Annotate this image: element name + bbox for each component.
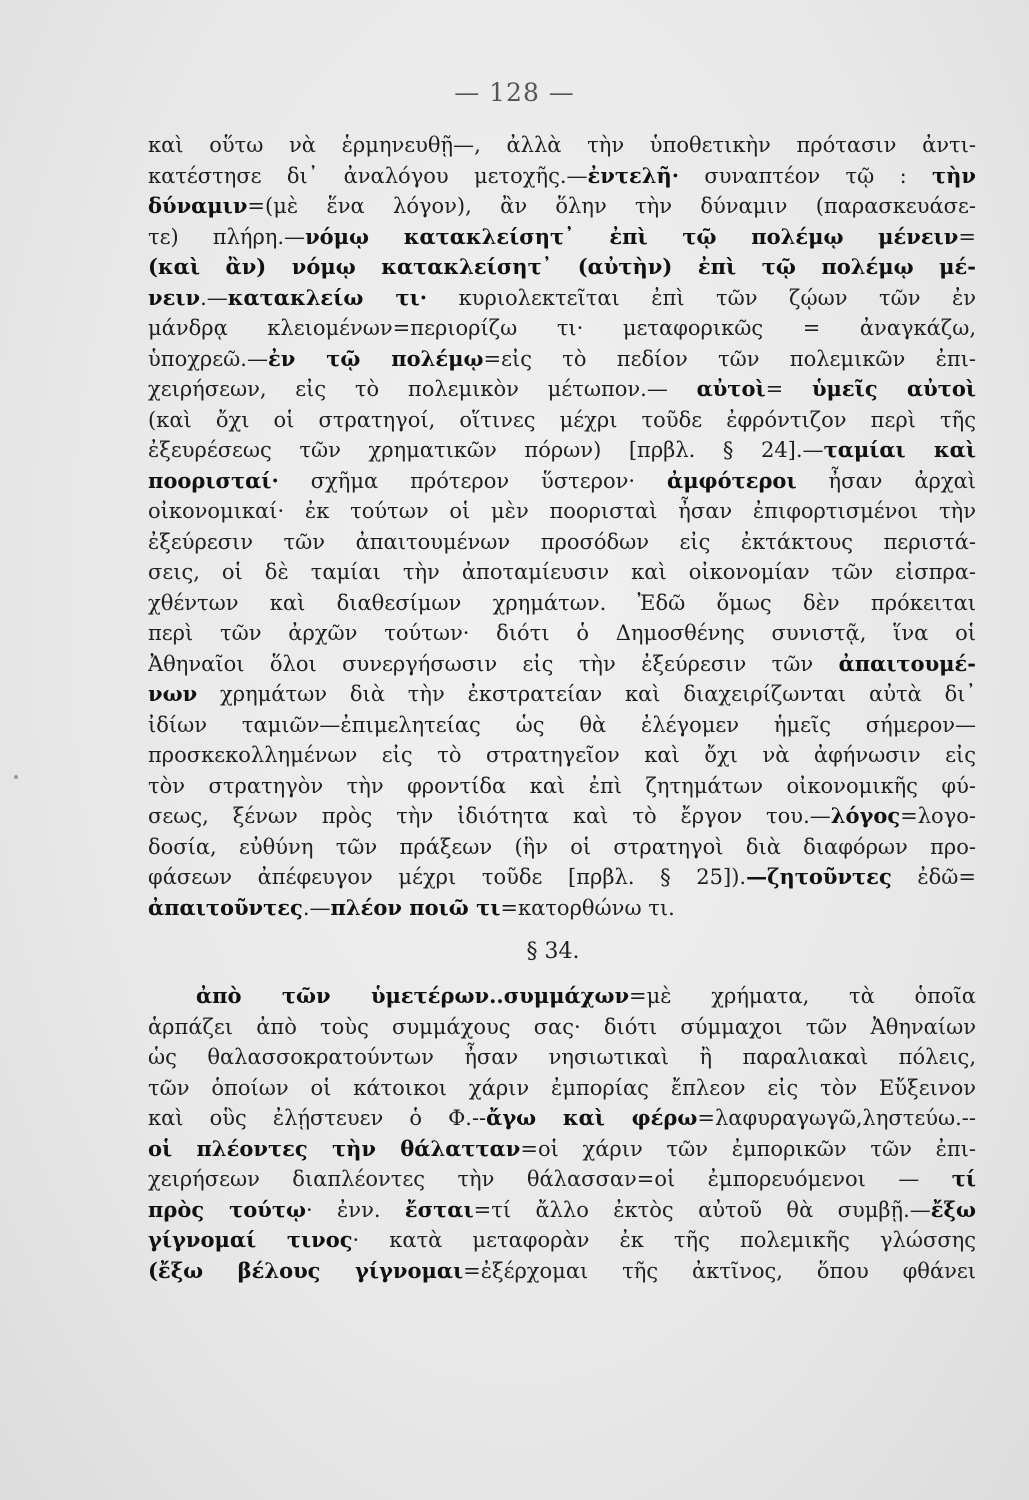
gloss-text: ὡς θαλασσοκρατούντων ἦσαν νησιωτικαὶ ἢ παραλιακαὶ πόλεις, <box>148 1045 976 1069</box>
gloss-text: =μὲ χρήματα, τὰ ὁποῖα <box>629 984 976 1008</box>
text-line <box>148 1012 976 1043</box>
gloss-text: τῶν ὁποίων οἱ κάτοικοι χάριν ἐμπορίας ἔπλεον εἰς τὸν Εὔξεινον <box>148 1075 976 1100</box>
lemma-term: (καὶ ἂν) νόμῳ κατακλείσητ᾽ (αὐτὴν) ἐπὶ τῷ πολέμῳ μέ- <box>148 254 976 279</box>
text-line <box>148 161 976 192</box>
gloss-text: =(μὲ ἕνα λόγον), ἂν ὅλην τὴν δύναμιν (παρασκευάσε- <box>247 194 976 218</box>
lemma-term: ἀπὸ τῶν ὑμετέρων..συμμάχων <box>196 983 630 1008</box>
text-line <box>148 191 976 222</box>
text-line <box>148 557 976 588</box>
text-line <box>148 832 976 863</box>
text-line <box>148 222 976 253</box>
text-line <box>148 1164 976 1195</box>
lemma-term: ἄγω καὶ φέρω <box>486 1105 698 1130</box>
lemma-term: λόγος <box>830 803 901 828</box>
text-line <box>148 679 976 710</box>
gloss-text: ἐξεύρεσιν τῶν ἀπαιτουμένων προσόδων εἰς ἐκτάκτους περιστά- <box>148 529 976 554</box>
gloss-text: =λαφυραγωγῶ,ληστεύω.-- <box>697 1106 976 1130</box>
text-line <box>148 649 976 680</box>
gloss-text: συναπτέον τῷ : <box>679 163 933 188</box>
text-line <box>148 252 976 283</box>
gloss-text: ἐξευρέσεως τῶν χρηματικῶν πόρων) [πρβλ. § 24].— <box>148 438 824 462</box>
commentary-paragraph-2 <box>148 981 976 1286</box>
text-line <box>148 313 976 344</box>
text-line <box>148 618 976 649</box>
lemma-term: —ζητοῦντες <box>746 864 892 889</box>
lemma-term: νων <box>148 681 198 706</box>
gloss-text: .— <box>302 895 331 920</box>
page-body <box>148 130 976 1286</box>
gloss-text: ἰδίων ταμιῶν—ἐπιμελητείας ὡς θὰ ἐλέγομεν ἡμεῖς σήμερον— <box>148 712 976 737</box>
gloss-text: καὶ οὓς ἐλῄστευεν ὁ Φ.-- <box>148 1106 487 1130</box>
gloss-text: χθέντων καὶ διαθεσίμων χρημάτων. Ἐδῶ ὅμως δὲν πρόκειται <box>148 590 976 615</box>
text-line <box>148 1134 976 1165</box>
lemma-term: ἐντελῆ· <box>587 162 680 188</box>
text-line <box>148 130 976 161</box>
text-line <box>148 710 976 741</box>
gloss-text: =λογο- <box>900 804 976 828</box>
lemma-term: ἔξω <box>930 1196 976 1222</box>
lemma-term: ποορισταί· <box>148 467 279 493</box>
lemma-term: τί <box>951 1166 976 1191</box>
gloss-text: · κατὰ μεταφορὰν ἐκ τῆς πολεμικῆς γλώσσης <box>352 1228 976 1252</box>
gloss-text: = <box>958 224 976 249</box>
text-line <box>148 740 976 771</box>
gloss-text: =ἐξέρχομαι τῆς ἀκτῖνος, ὅπου φθάνει <box>463 1258 976 1283</box>
gloss-text: .— <box>200 285 228 310</box>
text-line <box>148 1256 976 1287</box>
gloss-text: καὶ οὕτω νὰ ἑρμηνευθῇ—, ἀλλὰ τὴν ὑποθετικὴν πρότασιν ἀντι- <box>148 133 976 157</box>
text-line <box>148 1103 976 1134</box>
gloss-text: χειρήσεων διαπλέοντες τὴν θάλασσαν=οἱ ἐμπορευόμενοι — <box>148 1167 952 1191</box>
lemma-term: ἀμφότεροι <box>667 467 797 493</box>
gloss-text: φάσεων ἀπέφευγον μέχρι τοῦδε [πρβλ. § 25]). <box>148 865 747 889</box>
gloss-text: τὸν στρατηγὸν τὴν φροντίδα καὶ ἐπὶ ζητημάτων οἰκονομικῆς φύ- <box>148 773 976 798</box>
text-line <box>148 1195 976 1226</box>
lemma-term: ἀπαιτουμέ- <box>838 650 976 676</box>
lemma-term: δύναμιν <box>148 193 248 218</box>
gloss-text: τε) πλήρη.— <box>148 224 306 249</box>
text-line <box>148 527 976 558</box>
gloss-text: σεως, ξένων πρὸς τὴν ἰδιότητα καὶ τὸ ἔργον του.— <box>148 804 831 828</box>
section-heading-wrap <box>148 929 976 975</box>
lemma-term: νόμῳ κατακλείσητ᾽ ἐπὶ τῷ πολέμῳ μένειν <box>305 223 959 249</box>
lemma-term: ἀπαιτοῦντες <box>148 894 303 920</box>
gloss-text: μάνδρᾳ κλειομένων=περιορίζω τι· μεταφορικῶς = ἀναγκάζω, <box>148 316 976 340</box>
gloss-text: προσκεκολλημένων εἰς τὸ στρατηγεῖον καὶ ὄχι νὰ ἀφήνωσιν εἰς <box>148 743 976 767</box>
gloss-text: ὑποχρεῶ.— <box>148 346 268 371</box>
text-line <box>148 771 976 802</box>
gloss-text: περὶ τῶν ἀρχῶν τούτων· διότι ὁ Δημοσθένης συνιστᾷ, ἵνα οἱ <box>148 621 976 645</box>
lemma-term: (ἔξω βέλους γίγνομαι <box>148 1257 464 1283</box>
text-line <box>148 344 976 375</box>
gloss-text: ἁρπάζει ἀπὸ τοὺς συμμάχους σας· διότι σύμμαχοι τῶν Ἀθηναίων <box>148 1014 976 1039</box>
lemma-term: ἐν τῷ πολέμῳ <box>267 345 484 371</box>
text-line <box>148 588 976 619</box>
lemma-term: τὴν <box>932 162 976 188</box>
gloss-text: οἰκονομικαί· ἐκ τούτων οἱ μὲν ποορισταὶ ἦσαν ἐπιφορτισμένοι τὴν <box>148 499 976 523</box>
text-line <box>148 862 976 893</box>
gloss-text: Ἀθηναῖοι ὅλοι συνεργήσωσιν εἰς τὴν ἐξεύρεσιν τῶν <box>148 651 839 676</box>
text-line <box>148 893 976 924</box>
page-number: — 128 — <box>454 78 575 107</box>
gloss-text: =τί ἄλλο ἐκτὸς αὐτοῦ θὰ συμβῇ.— <box>473 1197 931 1222</box>
gloss-text: σεις, οἱ δὲ ταμίαι τὴν ἀποταμίευσιν καὶ οἰκονομίαν τῶν εἰσπρα- <box>148 560 976 584</box>
paper-speck <box>14 775 18 779</box>
section-heading: § 34. <box>526 939 580 964</box>
text-line <box>148 435 976 466</box>
gloss-text: · ἐνν. <box>305 1197 405 1222</box>
gloss-text: = <box>765 377 812 401</box>
text-line <box>148 374 976 405</box>
gloss-text: χειρήσεων, εἰς τὸ πολεμικὸν μέτωπον.— <box>148 377 697 401</box>
text-line <box>148 1073 976 1104</box>
gloss-text: =οἱ χάριν τῶν ἐμπορικῶν τῶν ἐπι- <box>520 1136 976 1161</box>
text-line <box>148 801 976 832</box>
gloss-text: κυριολεκτεῖται ἐπὶ τῶν ζῴων τῶν ἐν <box>427 285 976 310</box>
gloss-text: =κατορθώνω τι. <box>500 895 675 920</box>
gloss-text: =εἰς τὸ πεδίον τῶν πολεμικῶν ἐπι- <box>483 346 976 371</box>
gloss-text: κατέστησε δι᾽ ἀναλόγου μετοχῆς.— <box>148 163 588 188</box>
gloss-text: σχῆμα πρότερον ὕστερον· <box>278 468 668 493</box>
text-line <box>148 496 976 527</box>
gloss-text: ἐδῶ= <box>891 865 976 889</box>
gloss-text: (καὶ ὄχι οἱ στρατηγοί, οἵτινες μέχρι τοῦδε ἐφρόντιζον περὶ τῆς <box>148 407 976 432</box>
gloss-text: χρημάτων διὰ τὴν ἐκστρατείαν καὶ διαχειρίζωνται αὐτὰ δι᾽ <box>197 682 976 706</box>
lemma-term: ταμίαι καὶ <box>823 437 976 462</box>
text-line <box>148 1225 976 1256</box>
gloss-text: ἦσαν ἀρχαὶ <box>796 468 976 493</box>
text-line <box>148 405 976 436</box>
text-line <box>148 283 976 314</box>
lemma-term: αὐτοὶ <box>696 376 766 401</box>
gloss-text: δοσία, εὐθύνη τῶν πράξεων (ἣν οἱ στρατηγοὶ διὰ διαφόρων προ- <box>148 834 976 859</box>
commentary-paragraph-1 <box>148 130 976 923</box>
text-line <box>148 1042 976 1073</box>
text-line <box>148 466 976 497</box>
lemma-term: πλέον ποιῶ τι <box>330 894 501 920</box>
lemma-term: πρὸς τούτῳ <box>148 1196 306 1222</box>
lemma-term: γίγνομαί τινος <box>148 1227 353 1252</box>
text-line <box>148 981 976 1012</box>
lemma-term: νειν <box>148 284 201 310</box>
lemma-term: ὑμεῖς αὐτοὶ <box>811 376 976 401</box>
lemma-term: ἔσται <box>404 1196 474 1222</box>
lemma-term: οἱ πλέοντες τὴν θάλατταν <box>148 1135 521 1161</box>
lemma-term: κατακλείω τι· <box>227 284 428 310</box>
